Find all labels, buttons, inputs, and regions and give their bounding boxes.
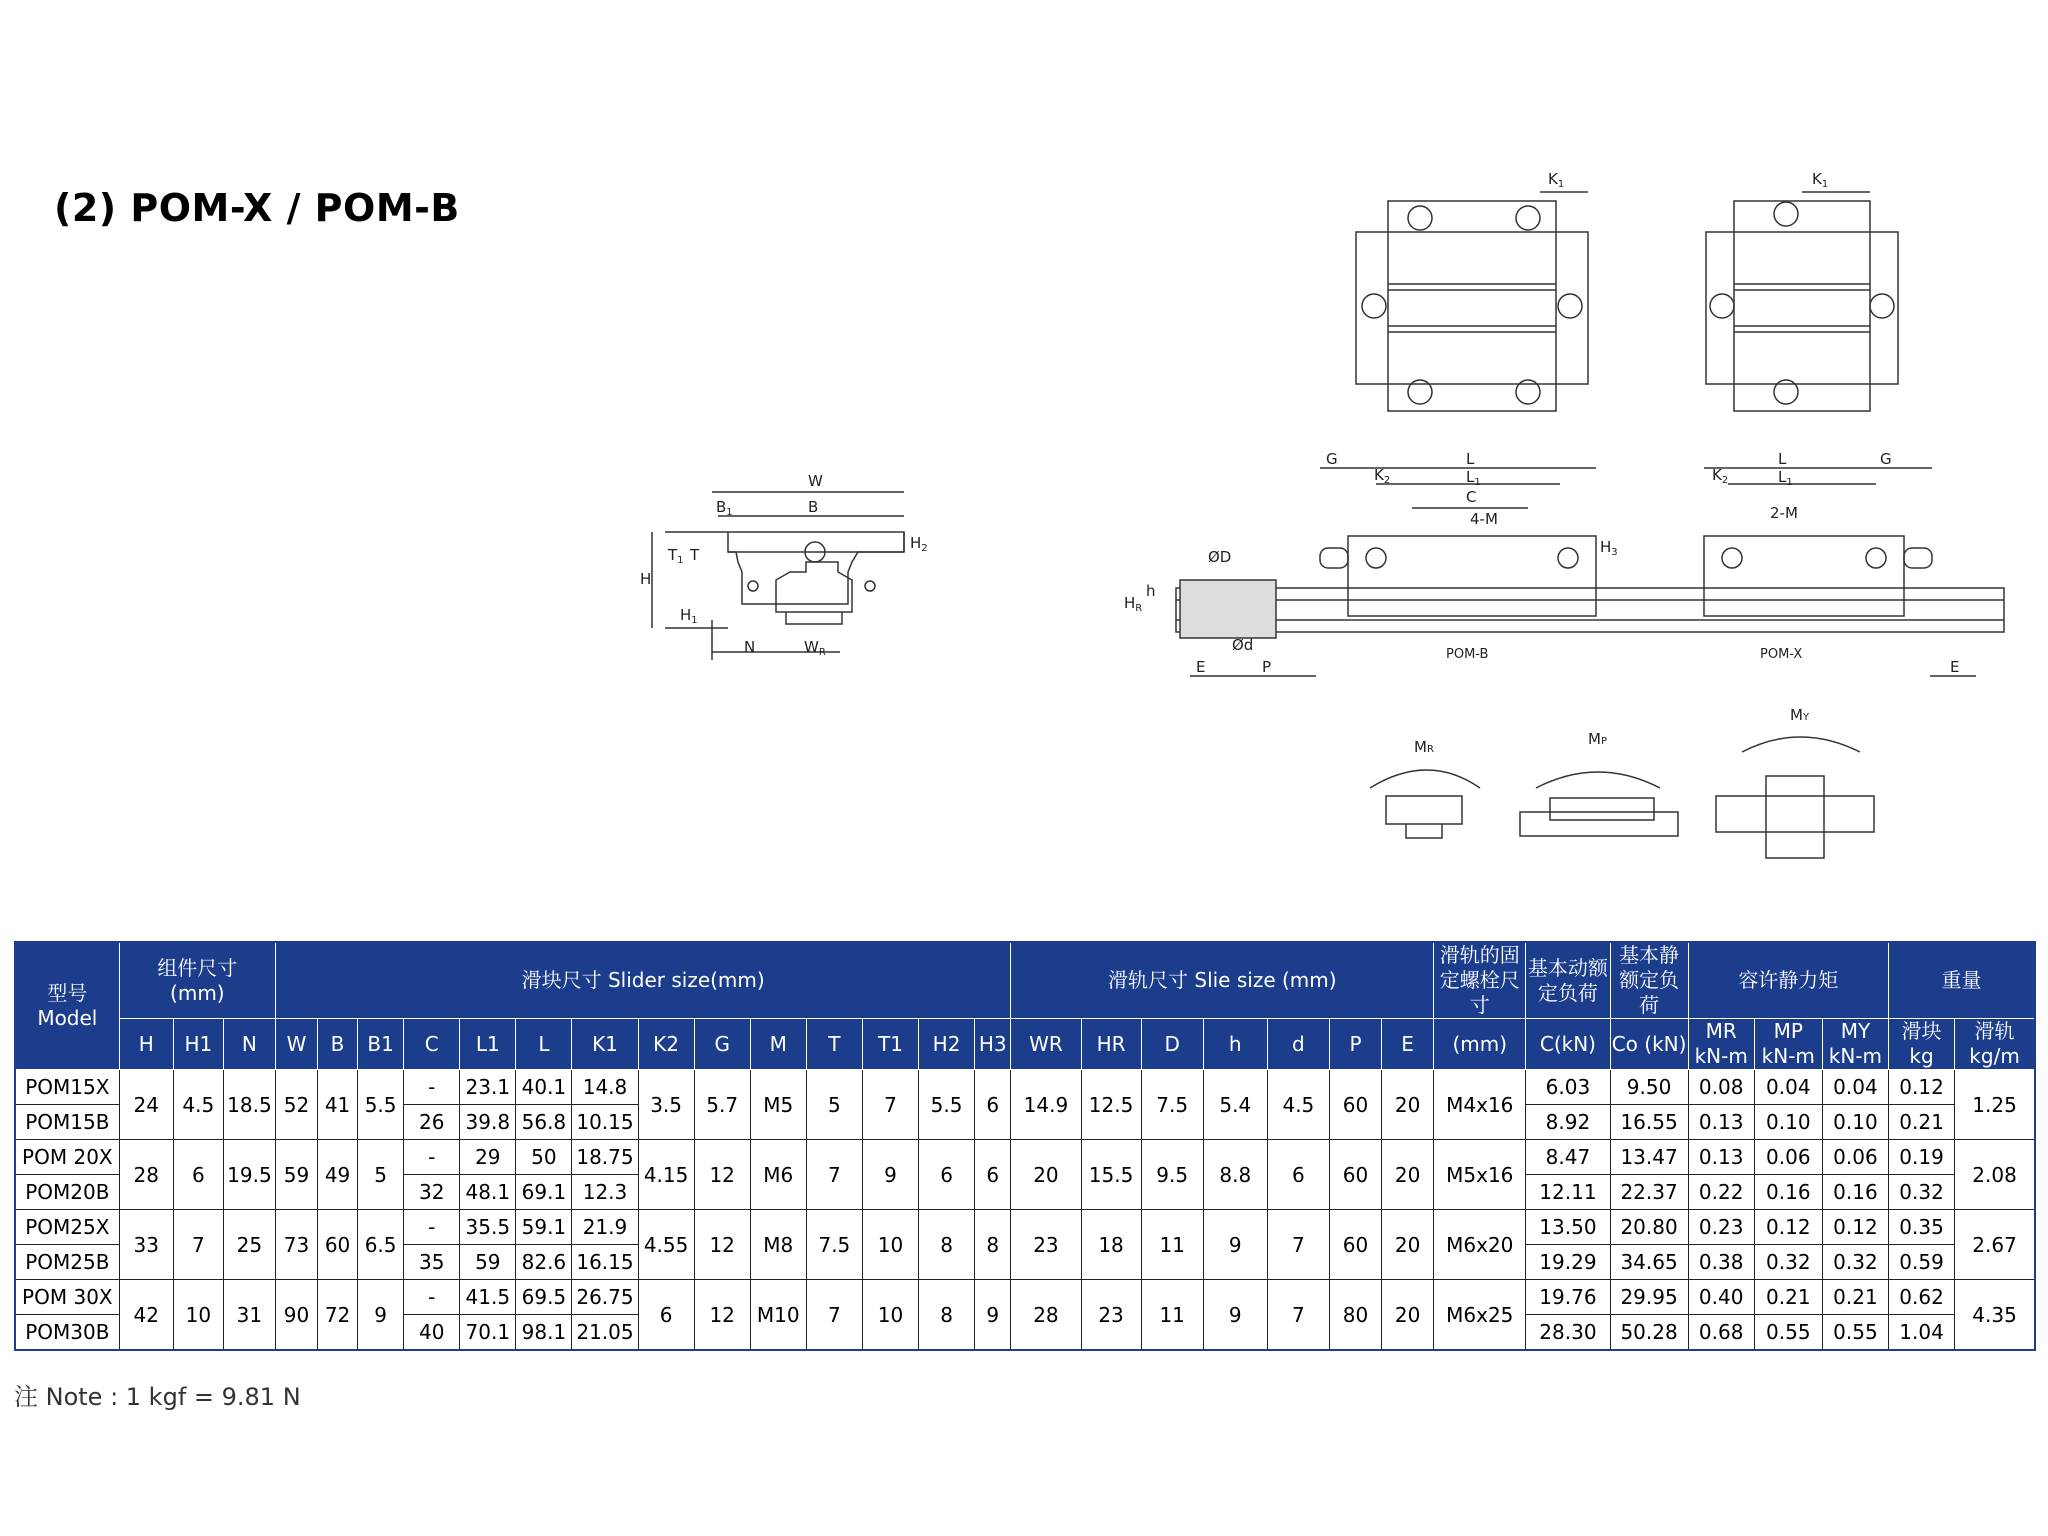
svg-text:K1: $K_1$ bbox=[1548, 170, 1565, 190]
cell-L1: 39.8 bbox=[460, 1105, 516, 1140]
cell-W: 59 bbox=[275, 1140, 317, 1210]
header-moment: 容许静力矩 bbox=[1688, 942, 1888, 1019]
cell-WR: 28 bbox=[1011, 1280, 1081, 1351]
svg-text:L1: $L_1$ bbox=[1466, 468, 1481, 488]
cell-B1: 5.5 bbox=[358, 1070, 404, 1140]
cell-M: M6 bbox=[750, 1140, 806, 1210]
cell-MP: 0.10 bbox=[1754, 1105, 1822, 1140]
cell-MY: 0.55 bbox=[1822, 1315, 1888, 1351]
cell-H3: 6 bbox=[975, 1140, 1011, 1210]
subheader-20: h bbox=[1203, 1019, 1267, 1070]
cell-H1: 10 bbox=[173, 1280, 223, 1351]
cell-MR: 0.13 bbox=[1688, 1140, 1754, 1175]
cell-G: 12 bbox=[694, 1280, 750, 1351]
cell-MP: 0.21 bbox=[1754, 1280, 1822, 1315]
subheader-0: H bbox=[119, 1019, 173, 1070]
svg-text:K1: $K_1$ bbox=[1812, 170, 1829, 190]
table-row bbox=[15, 1280, 2035, 1315]
cell-D: 7.5 bbox=[1141, 1070, 1203, 1140]
cell-B: 49 bbox=[318, 1140, 358, 1210]
subheader-21: d bbox=[1267, 1019, 1329, 1070]
cell-L: 40.1 bbox=[516, 1070, 572, 1105]
cell-Ckn: 8.47 bbox=[1526, 1140, 1610, 1175]
table-row bbox=[15, 1070, 2035, 1105]
cell-L1: 41.5 bbox=[460, 1280, 516, 1315]
cell-L: 69.5 bbox=[516, 1280, 572, 1315]
subheader-22: P bbox=[1329, 1019, 1381, 1070]
cell-d: 7 bbox=[1267, 1210, 1329, 1280]
cell-h: 5.4 bbox=[1203, 1070, 1267, 1140]
cell-WR: 20 bbox=[1011, 1140, 1081, 1210]
cell-MR: 0.22 bbox=[1688, 1175, 1754, 1210]
cell-L1: 70.1 bbox=[460, 1315, 516, 1351]
svg-text:T: T bbox=[690, 546, 700, 564]
cell-MP: 0.12 bbox=[1754, 1210, 1822, 1245]
cell-HR: 12.5 bbox=[1081, 1070, 1141, 1140]
cell-bolt: M6x25 bbox=[1434, 1280, 1526, 1351]
svg-text:E: E bbox=[1196, 658, 1206, 676]
cell-K2: 3.5 bbox=[638, 1070, 694, 1140]
cell-MP: 0.55 bbox=[1754, 1315, 1822, 1351]
svg-text:E: E bbox=[1950, 658, 1960, 676]
cell-model: POM25X bbox=[15, 1210, 119, 1245]
subheader-25: C(kN) bbox=[1526, 1019, 1610, 1070]
cell-MR: 0.68 bbox=[1688, 1315, 1754, 1351]
cell-h: 9 bbox=[1203, 1280, 1267, 1351]
cell-T: 7 bbox=[806, 1280, 862, 1351]
cell-W: 90 bbox=[275, 1280, 317, 1351]
cell-B1: 6.5 bbox=[358, 1210, 404, 1280]
svg-text:h: h bbox=[1146, 582, 1156, 600]
cell-Co: 34.65 bbox=[1610, 1245, 1688, 1280]
cell-L: 69.1 bbox=[516, 1175, 572, 1210]
cell-MY: 0.16 bbox=[1822, 1175, 1888, 1210]
footnote: 注 Note : 1 kgf = 9.81 N bbox=[14, 1383, 301, 1411]
subheader-6: C bbox=[404, 1019, 460, 1070]
cell-HR: 18 bbox=[1081, 1210, 1141, 1280]
svg-text:K2: $K_2$ bbox=[1712, 466, 1729, 486]
cell-model: POM30B bbox=[15, 1315, 119, 1351]
subheader-17: WR bbox=[1011, 1019, 1081, 1070]
svg-text:2-M: 2-M bbox=[1770, 504, 1798, 522]
cell-MR: 0.23 bbox=[1688, 1210, 1754, 1245]
svg-text:T1: $T_1$ bbox=[668, 546, 684, 566]
subheader-rail_kgm: 滑轨 kg/m bbox=[1955, 1019, 2035, 1070]
cell-L: 50 bbox=[516, 1140, 572, 1175]
cell-model: POM25B bbox=[15, 1245, 119, 1280]
subheader-7: L1 bbox=[460, 1019, 516, 1070]
cell-model: POM15X bbox=[15, 1070, 119, 1105]
cell-model: POM 30X bbox=[15, 1280, 119, 1315]
subheader-4: B bbox=[318, 1019, 358, 1070]
side-view-drawing bbox=[1176, 468, 2004, 676]
cell-Co: 50.28 bbox=[1610, 1315, 1688, 1351]
header-slider: 滑块尺寸 Slider size(mm) bbox=[275, 942, 1010, 1019]
cell-H3: 8 bbox=[975, 1210, 1011, 1280]
cell-D: 11 bbox=[1141, 1280, 1203, 1351]
cell-N: 31 bbox=[223, 1280, 275, 1351]
svg-text:G: G bbox=[1326, 450, 1338, 468]
svg-text:ØD: ØD bbox=[1208, 548, 1232, 566]
svg-text:MP: MP bbox=[1588, 730, 1607, 748]
svg-text:L1: $L_1$ bbox=[1778, 468, 1793, 488]
cell-rail-weight: 2.67 bbox=[1955, 1210, 2035, 1280]
cell-h: 8.8 bbox=[1203, 1140, 1267, 1210]
cell-H2: 8 bbox=[919, 1280, 975, 1351]
svg-text:P: P bbox=[1262, 658, 1272, 676]
subheader-23: E bbox=[1382, 1019, 1434, 1070]
header-model: 型号 Model bbox=[15, 942, 119, 1070]
svg-text:MR: MR bbox=[1414, 738, 1434, 756]
cell-M: M8 bbox=[750, 1210, 806, 1280]
cell-MP: 0.06 bbox=[1754, 1140, 1822, 1175]
cell-L1: 48.1 bbox=[460, 1175, 516, 1210]
svg-text:B: B bbox=[808, 498, 819, 516]
cell-T: 5 bbox=[806, 1070, 862, 1140]
cell-bolt: M5x16 bbox=[1434, 1140, 1526, 1210]
subheader-14: T1 bbox=[862, 1019, 918, 1070]
cell-H2: 6 bbox=[919, 1140, 975, 1210]
cell-H1: 7 bbox=[173, 1210, 223, 1280]
cell-rail-weight: 1.25 bbox=[1955, 1070, 2035, 1140]
cell-kg: 0.35 bbox=[1889, 1210, 1955, 1245]
cell-G: 12 bbox=[694, 1210, 750, 1280]
svg-text:MY: MY bbox=[1790, 706, 1810, 724]
cell-H3: 9 bbox=[975, 1280, 1011, 1351]
cell-H: 24 bbox=[119, 1070, 173, 1140]
cell-B: 72 bbox=[318, 1280, 358, 1351]
cell-kg: 0.59 bbox=[1889, 1245, 1955, 1280]
cell-WR: 14.9 bbox=[1011, 1070, 1081, 1140]
subheader-11: G bbox=[694, 1019, 750, 1070]
cell-MY: 0.10 bbox=[1822, 1105, 1888, 1140]
cell-T1: 7 bbox=[862, 1070, 918, 1140]
subheader-24: (mm) bbox=[1434, 1019, 1526, 1070]
cell-kg: 0.19 bbox=[1889, 1140, 1955, 1175]
subheader-10: K2 bbox=[638, 1019, 694, 1070]
svg-text:4-M: 4-M bbox=[1470, 510, 1498, 528]
cell-K1: 21.9 bbox=[572, 1210, 638, 1245]
cell-model: POM15B bbox=[15, 1105, 119, 1140]
cell-N: 25 bbox=[223, 1210, 275, 1280]
cell-C: - bbox=[404, 1140, 460, 1175]
cell-Ckn: 13.50 bbox=[1526, 1210, 1610, 1245]
cell-M: M10 bbox=[750, 1280, 806, 1351]
cell-L: 82.6 bbox=[516, 1245, 572, 1280]
cell-Ckn: 19.29 bbox=[1526, 1245, 1610, 1280]
table-row bbox=[15, 1210, 2035, 1245]
cross-section-drawing bbox=[652, 492, 904, 660]
cell-L1: 29 bbox=[460, 1140, 516, 1175]
cell-L1: 23.1 bbox=[460, 1070, 516, 1105]
cell-K1: 18.75 bbox=[572, 1140, 638, 1175]
svg-text:L: L bbox=[1778, 450, 1787, 468]
svg-text:C: C bbox=[1466, 488, 1477, 506]
cell-K1: 10.15 bbox=[572, 1105, 638, 1140]
cell-HR: 15.5 bbox=[1081, 1140, 1141, 1210]
cell-model: POM 20X bbox=[15, 1140, 119, 1175]
subheader-5: B1 bbox=[358, 1019, 404, 1070]
cell-L: 59.1 bbox=[516, 1210, 572, 1245]
cell-Co: 29.95 bbox=[1610, 1280, 1688, 1315]
subheader-1: H1 bbox=[173, 1019, 223, 1070]
cell-B1: 5 bbox=[358, 1140, 404, 1210]
cell-MP: 0.32 bbox=[1754, 1245, 1822, 1280]
cell-W: 52 bbox=[275, 1070, 317, 1140]
cell-K1: 26.75 bbox=[572, 1280, 638, 1315]
table-row bbox=[15, 1140, 2035, 1175]
cell-kg: 0.21 bbox=[1889, 1105, 1955, 1140]
cell-HR: 23 bbox=[1081, 1280, 1141, 1351]
subheader-2: N bbox=[223, 1019, 275, 1070]
cell-D: 9.5 bbox=[1141, 1140, 1203, 1210]
cell-K1: 21.05 bbox=[572, 1315, 638, 1351]
cell-H: 42 bbox=[119, 1280, 173, 1351]
cell-H3: 6 bbox=[975, 1070, 1011, 1140]
cell-H2: 8 bbox=[919, 1210, 975, 1280]
page-title: (2) POM-X / POM-B bbox=[54, 186, 460, 230]
cell-E: 20 bbox=[1382, 1070, 1434, 1140]
cell-H1: 4.5 bbox=[173, 1070, 223, 1140]
subheader-3: W bbox=[275, 1019, 317, 1070]
cell-N: 18.5 bbox=[223, 1070, 275, 1140]
cell-N: 19.5 bbox=[223, 1140, 275, 1210]
cell-d: 7 bbox=[1267, 1280, 1329, 1351]
cell-K2: 4.15 bbox=[638, 1140, 694, 1210]
svg-text:WR: $W_R$ bbox=[804, 638, 826, 658]
svg-text:H1: $H_1$ bbox=[680, 606, 698, 626]
cell-bolt: M6x20 bbox=[1434, 1210, 1526, 1280]
cell-K1: 12.3 bbox=[572, 1175, 638, 1210]
cell-L1: 59 bbox=[460, 1245, 516, 1280]
subheader-29: MY kN-m bbox=[1822, 1019, 1888, 1070]
header-weight: 重量 bbox=[1889, 942, 2036, 1019]
cell-MR: 0.08 bbox=[1688, 1070, 1754, 1105]
cell-C: 32 bbox=[404, 1175, 460, 1210]
subheader-28: MP kN-m bbox=[1754, 1019, 1822, 1070]
cell-H2: 5.5 bbox=[919, 1070, 975, 1140]
cell-MY: 0.12 bbox=[1822, 1210, 1888, 1245]
cell-H: 33 bbox=[119, 1210, 173, 1280]
cell-WR: 23 bbox=[1011, 1210, 1081, 1280]
cell-C: - bbox=[404, 1070, 460, 1105]
cell-M: M5 bbox=[750, 1070, 806, 1140]
cell-MY: 0.21 bbox=[1822, 1280, 1888, 1315]
cell-model: POM20B bbox=[15, 1175, 119, 1210]
cell-T1: 9 bbox=[862, 1140, 918, 1210]
svg-text:L: L bbox=[1466, 450, 1475, 468]
cell-h: 9 bbox=[1203, 1210, 1267, 1280]
cell-Co: 16.55 bbox=[1610, 1105, 1688, 1140]
subheader-18: HR bbox=[1081, 1019, 1141, 1070]
cell-Ckn: 19.76 bbox=[1526, 1280, 1610, 1315]
cell-MP: 0.04 bbox=[1754, 1070, 1822, 1105]
top-view-b bbox=[1356, 192, 1588, 411]
cell-K2: 4.55 bbox=[638, 1210, 694, 1280]
cell-Ckn: 8.92 bbox=[1526, 1105, 1610, 1140]
cell-MY: 0.04 bbox=[1822, 1070, 1888, 1105]
cell-G: 12 bbox=[694, 1140, 750, 1210]
cell-MY: 0.32 bbox=[1822, 1245, 1888, 1280]
cell-Co: 22.37 bbox=[1610, 1175, 1688, 1210]
cell-T: 7.5 bbox=[806, 1210, 862, 1280]
cell-E: 20 bbox=[1382, 1140, 1434, 1210]
moment-icons bbox=[1370, 737, 1874, 858]
cell-C: 35 bbox=[404, 1245, 460, 1280]
cell-T1: 10 bbox=[862, 1210, 918, 1280]
cell-C: - bbox=[404, 1280, 460, 1315]
subheader-9: K1 bbox=[572, 1019, 638, 1070]
cell-Ckn: 12.11 bbox=[1526, 1175, 1610, 1210]
cell-Co: 20.80 bbox=[1610, 1210, 1688, 1245]
cell-C: 26 bbox=[404, 1105, 460, 1140]
svg-text:N: N bbox=[744, 638, 756, 656]
cell-W: 73 bbox=[275, 1210, 317, 1280]
svg-text:HR: $H_R$ bbox=[1124, 594, 1143, 614]
cell-H1: 6 bbox=[173, 1140, 223, 1210]
cell-Co: 9.50 bbox=[1610, 1070, 1688, 1105]
cell-B1: 9 bbox=[358, 1280, 404, 1351]
cell-Co: 13.47 bbox=[1610, 1140, 1688, 1175]
subheader-19: D bbox=[1141, 1019, 1203, 1070]
cell-MP: 0.16 bbox=[1754, 1175, 1822, 1210]
svg-text:W: W bbox=[808, 472, 823, 490]
svg-text:POM-X: POM-X bbox=[1760, 647, 1803, 662]
subheader-15: H2 bbox=[919, 1019, 975, 1070]
cell-kg: 1.04 bbox=[1889, 1315, 1955, 1351]
subheader-27: MR kN-m bbox=[1688, 1019, 1754, 1070]
svg-text:H: H bbox=[640, 570, 652, 588]
cell-bolt: M4x16 bbox=[1434, 1070, 1526, 1140]
svg-text:H2: $H_2$ bbox=[910, 534, 928, 554]
cell-T1: 10 bbox=[862, 1280, 918, 1351]
cell-K2: 6 bbox=[638, 1280, 694, 1351]
subheader-26: Co (kN) bbox=[1610, 1019, 1688, 1070]
cell-MR: 0.13 bbox=[1688, 1105, 1754, 1140]
svg-text:K2: $K_2$ bbox=[1374, 466, 1391, 486]
cell-K1: 16.15 bbox=[572, 1245, 638, 1280]
cell-E: 20 bbox=[1382, 1210, 1434, 1280]
subheader-8: L bbox=[516, 1019, 572, 1070]
cell-kg: 0.32 bbox=[1889, 1175, 1955, 1210]
svg-text:H3: $H_3$ bbox=[1600, 538, 1618, 558]
header-dynamic: 基本动额定负荷 bbox=[1526, 942, 1610, 1019]
svg-text:POM-B: POM-B bbox=[1446, 647, 1489, 662]
top-view-x bbox=[1706, 192, 1898, 411]
header-static: 基本静额定负荷 bbox=[1610, 942, 1688, 1019]
cell-B: 41 bbox=[318, 1070, 358, 1140]
cell-P: 80 bbox=[1329, 1280, 1381, 1351]
subheader-16: H3 bbox=[975, 1019, 1011, 1070]
svg-text:G: G bbox=[1880, 450, 1892, 468]
cell-C: 40 bbox=[404, 1315, 460, 1351]
cell-L: 56.8 bbox=[516, 1105, 572, 1140]
cell-B: 60 bbox=[318, 1210, 358, 1280]
cell-kg: 0.12 bbox=[1889, 1070, 1955, 1105]
cell-E: 20 bbox=[1382, 1280, 1434, 1351]
subheader-13: T bbox=[806, 1019, 862, 1070]
cell-rail-weight: 4.35 bbox=[1955, 1280, 2035, 1351]
header-assembly: 组件尺寸 (mm) bbox=[119, 942, 275, 1019]
cell-K1: 14.8 bbox=[572, 1070, 638, 1105]
cell-P: 60 bbox=[1329, 1070, 1381, 1140]
cell-rail-weight: 2.08 bbox=[1955, 1140, 2035, 1210]
cell-C: - bbox=[404, 1210, 460, 1245]
cell-H: 28 bbox=[119, 1140, 173, 1210]
cell-d: 6 bbox=[1267, 1140, 1329, 1210]
cell-kg: 0.62 bbox=[1889, 1280, 1955, 1315]
cell-MY: 0.06 bbox=[1822, 1140, 1888, 1175]
subheader-12: M bbox=[750, 1019, 806, 1070]
header-rail: 滑轨尺寸 Slie size (mm) bbox=[1011, 942, 1434, 1019]
cell-MR: 0.38 bbox=[1688, 1245, 1754, 1280]
cell-T: 7 bbox=[806, 1140, 862, 1210]
svg-text:B1: $B_1$ bbox=[716, 498, 733, 518]
cell-L1: 35.5 bbox=[460, 1210, 516, 1245]
svg-text:Ød: Ød bbox=[1232, 636, 1254, 654]
cell-Ckn: 6.03 bbox=[1526, 1070, 1610, 1105]
cell-Ckn: 28.30 bbox=[1526, 1315, 1610, 1351]
cell-P: 60 bbox=[1329, 1210, 1381, 1280]
specification-table bbox=[14, 941, 2036, 1351]
cell-L: 98.1 bbox=[516, 1315, 572, 1351]
cell-G: 5.7 bbox=[694, 1070, 750, 1140]
cell-d: 4.5 bbox=[1267, 1070, 1329, 1140]
cell-D: 11 bbox=[1141, 1210, 1203, 1280]
cell-MR: 0.40 bbox=[1688, 1280, 1754, 1315]
cell-P: 60 bbox=[1329, 1140, 1381, 1210]
header-bolt: 滑轨的固定螺栓尺寸 bbox=[1434, 942, 1526, 1019]
subheader-slider_kg: 滑块 kg bbox=[1889, 1019, 1955, 1070]
